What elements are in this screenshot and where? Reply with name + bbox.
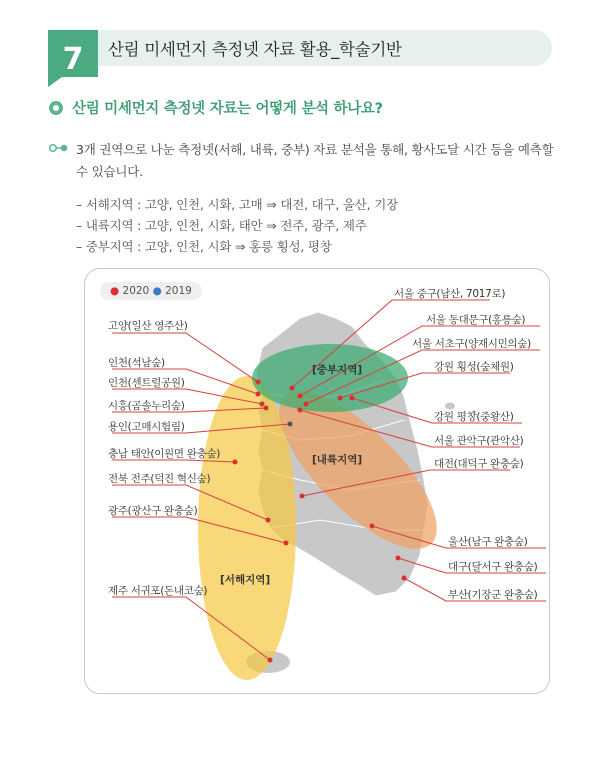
site-label-hoengseong: 강원 횡성(숲체원) <box>434 361 514 373</box>
site-label-ulsan: 울산(남구 완충숲) <box>448 536 528 548</box>
route-line-central: – 중부지역 : 고양, 인천, 시화 ⇒ 홍릉 횡성, 평창 <box>76 239 332 254</box>
site-marker-daejeon <box>300 494 305 499</box>
legend-2020-label: 2020 <box>122 285 150 297</box>
site-marker-pyeongchang <box>350 396 355 401</box>
site-label-daejeon: 대전(대덕구 완충숲) <box>434 458 524 470</box>
site-label-jeonju: 전북 전주(덕진 혁신숲) <box>108 473 211 485</box>
site-marker-hoengseong <box>338 396 343 401</box>
site-label-incheon-seoknam: 인천(석남숲) <box>108 357 165 369</box>
route-line-west: – 서해지역 : 고양, 인천, 시화, 고매 ⇒ 대전, 대구, 울산, 기장 <box>76 197 398 212</box>
site-marker-gwangju <box>284 541 289 546</box>
site-label-yangjae: 서울 서초구(양재시민의숲) <box>412 338 531 350</box>
site-label-taean: 충남 태안(이원면 완충숲) <box>108 448 221 460</box>
site-label-hongneung: 서울 동대문구(홍릉숲) <box>426 314 526 326</box>
site-label-jeju: 제주 서귀포(돈내코숲) <box>108 585 208 597</box>
site-label-incheon-central: 인천(센트럴공원) <box>108 377 185 389</box>
site-marker-daegu <box>396 556 401 561</box>
legend-2019-dot-icon: ● <box>152 285 162 297</box>
map-legend <box>100 282 202 300</box>
region-label-west: [서해지역] <box>220 574 271 586</box>
site-marker-hongneung <box>298 394 303 399</box>
site-label-seoul-junggu: 서울 중구(남산, 7017로) <box>394 288 506 300</box>
site-label-goyang: 고양(일산 영주산) <box>108 320 188 332</box>
site-label-busan: 부산(기장군 완충숲) <box>448 589 538 601</box>
site-label-siheung: 시흥(곰솔누리숲) <box>108 400 185 412</box>
site-label-yongin: 용인(고매시험림) <box>108 421 185 433</box>
site-marker-incheon-seoknam <box>256 392 261 397</box>
site-marker-siheung <box>264 406 269 411</box>
description-paragraph: 3개 권역으로 나눈 측정넷(서해, 내륙, 중부) 자료 분석을 통해, 황사도달 시간 등을 예측할 수 있습니다. <box>76 142 554 179</box>
legend-2020-dot-icon: ● <box>110 285 120 297</box>
route-line-inland: – 내륙지역 : 고양, 인천, 시화, 태안 ⇒ 전주, 광주, 제주 <box>76 218 367 233</box>
question-heading: 산림 미세먼지 측정넷 자료는 어떻게 분석 하나요? <box>72 101 383 117</box>
legend-2019-label: 2019 <box>165 285 192 297</box>
site-marker-incheon-central <box>260 402 265 407</box>
site-label-daegu: 대구(달서구 완충숲) <box>448 561 538 573</box>
site-marker-busan <box>402 576 407 581</box>
site-marker-gwanak <box>298 408 303 413</box>
site-label-pyeongchang: 강원 평창(중왕산) <box>434 411 514 423</box>
site-marker-goyang <box>256 380 261 385</box>
site-label-gwanak: 서울 관악구(관악산) <box>434 435 524 447</box>
section-number: 7 <box>62 42 84 77</box>
site-marker-seoul-junggu <box>290 386 295 391</box>
site-marker-jeonju <box>266 518 271 523</box>
site-marker-jeju <box>268 658 273 663</box>
site-label-gwangju: 광주(광산구 완충숲) <box>108 505 198 517</box>
region-label-inland: [내륙지역] <box>312 454 363 466</box>
section-title: 산림 미세먼지 측정넷 자료 활용_학술기반 <box>108 40 402 59</box>
site-marker-yangjae <box>304 402 309 407</box>
site-marker-ulsan <box>370 524 375 529</box>
site-marker-taean <box>233 460 238 465</box>
region-label-central: [중부지역] <box>312 364 363 376</box>
site-marker-yongin <box>288 422 293 427</box>
